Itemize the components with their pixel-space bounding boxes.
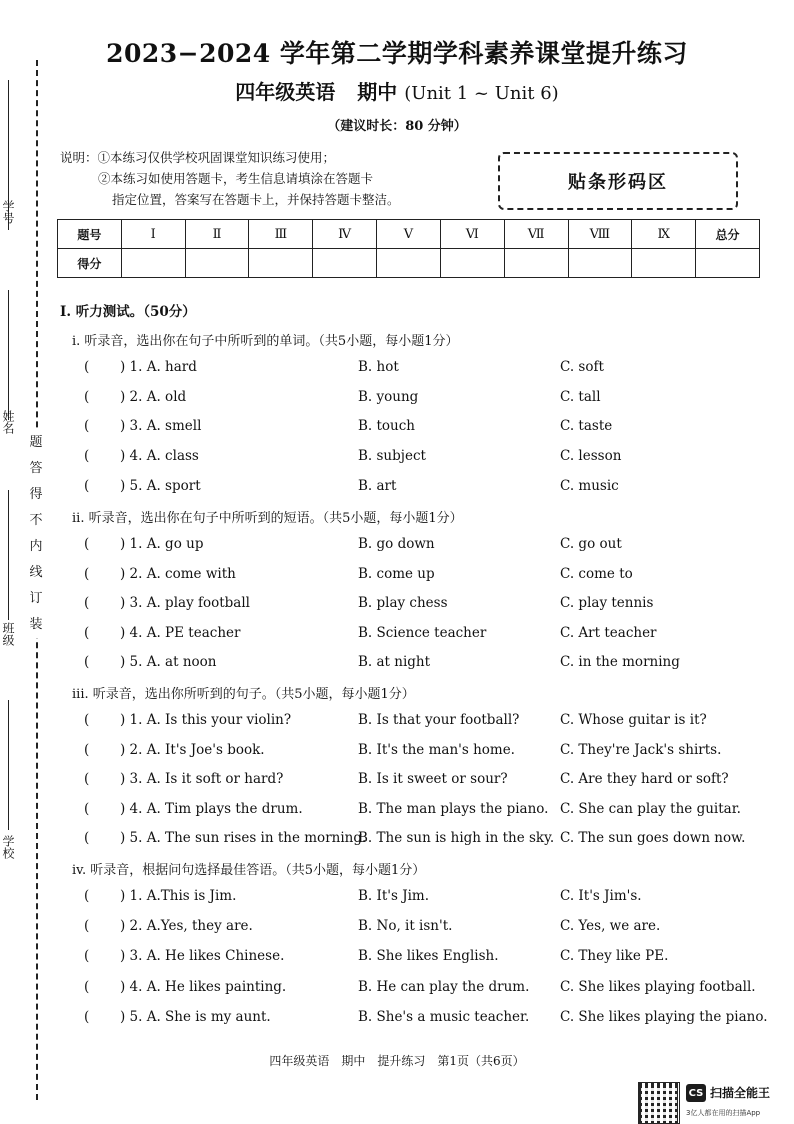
instructions	[60, 147, 400, 210]
option-b: B. Is it sweet or sour?	[358, 771, 508, 787]
option-c: C. They like PE.	[560, 948, 669, 964]
seal-char: 不	[29, 513, 43, 528]
scanner-tagline: 3亿人都在用的扫描App	[686, 1109, 761, 1117]
option-c: C. Whose guitar is it?	[560, 712, 707, 728]
option-b: B. touch	[358, 418, 416, 434]
score-cell[interactable]	[313, 249, 377, 278]
option-b: B. He can play the drum.	[358, 979, 530, 995]
option-c: C. The sun goes down now.	[560, 830, 746, 846]
question-row	[84, 948, 784, 968]
student-no-label: 学号	[1, 200, 15, 224]
question-row	[84, 654, 784, 674]
option-c: C. She can play the guitar.	[560, 801, 741, 817]
answer-blank[interactable]: (	[84, 830, 90, 846]
option-b: B. art	[358, 478, 397, 494]
option-a: ) 4. A. Tim plays the drum.	[120, 801, 303, 817]
seal-char: 订	[29, 591, 43, 606]
question-row	[84, 918, 784, 938]
question-row	[84, 888, 784, 908]
option-c: C. music	[560, 478, 619, 494]
part-title: iii. 听录音，选出你所听到的句子。（共5小题，每小题1分）	[72, 687, 415, 702]
question-row	[84, 979, 784, 999]
question-row	[84, 448, 784, 468]
answer-blank[interactable]: (	[84, 888, 90, 904]
option-a: ) 2. A.Yes, they are.	[120, 918, 253, 934]
option-b: B. hot	[358, 359, 399, 375]
score-cell[interactable]	[504, 249, 568, 278]
answer-blank[interactable]: (	[84, 654, 90, 670]
option-c: C. in the morning	[560, 654, 680, 670]
answer-blank[interactable]: (	[84, 918, 90, 934]
question-row	[84, 566, 784, 586]
table-header-cell: Ⅷ	[568, 220, 632, 249]
answer-blank[interactable]: (	[84, 801, 90, 817]
seal-char: 线	[29, 565, 43, 580]
seal-char: 题	[29, 435, 43, 450]
option-a: ) 5. A. She is my aunt.	[120, 1009, 271, 1025]
part-title: i. 听录音，选出你在句子中所听到的单词。（共5小题，每小题1分）	[72, 334, 459, 349]
school-underline	[8, 700, 9, 830]
part-title: ii. 听录音，选出你在句子中所听到的短语。（共5小题，每小题1分）	[72, 511, 463, 526]
answer-blank[interactable]: (	[84, 595, 90, 611]
question-row	[84, 801, 784, 821]
exam-subtitle	[0, 76, 794, 105]
option-c: C. go out	[560, 536, 622, 552]
suggested-time: （建议时长：80 分钟）	[327, 119, 467, 134]
answer-blank[interactable]: (	[84, 566, 90, 582]
option-c: C. come to	[560, 566, 633, 582]
option-c: C. She likes playing football.	[560, 979, 756, 995]
answer-blank[interactable]: (	[84, 478, 90, 494]
table-header-cell: 题号	[58, 220, 122, 249]
question-row	[84, 742, 784, 762]
answer-blank[interactable]: (	[84, 1009, 90, 1025]
option-b: B. Science teacher	[358, 625, 487, 641]
option-c: C. She likes playing the piano.	[560, 1009, 768, 1025]
answer-blank[interactable]: (	[84, 712, 90, 728]
option-a: ) 1. A. Is this your violin?	[120, 712, 292, 728]
part-title: iv. 听录音，根据问句选择最佳答语。（共5小题，每小题1分）	[72, 863, 426, 878]
question-row	[84, 418, 784, 438]
instruction-line: 指定位置，答案写在答题卡上，并保持答题卡整洁。	[112, 192, 400, 207]
table-header-cell: Ⅸ	[632, 220, 696, 249]
answer-blank[interactable]: (	[84, 742, 90, 758]
answer-blank[interactable]: (	[84, 448, 90, 464]
score-cell[interactable]	[377, 249, 441, 278]
option-a: ) 5. A. sport	[120, 478, 201, 494]
table-header-cell: Ⅵ	[440, 220, 504, 249]
table-header-cell: Ⅳ	[313, 220, 377, 249]
option-a: ) 4. A. class	[120, 448, 199, 464]
option-b: B. Is that your football?	[358, 712, 520, 728]
option-a: ) 4. A. PE teacher	[120, 625, 241, 641]
seal-char: 答	[29, 461, 43, 476]
option-b: B. young	[358, 389, 419, 405]
option-b: B. play chess	[358, 595, 448, 611]
option-a: ) 4. A. He likes painting.	[120, 979, 287, 995]
option-b: B. come up	[358, 566, 435, 582]
question-row	[84, 771, 784, 791]
option-b: B. subject	[358, 448, 426, 464]
table-header-cell: Ⅲ	[249, 220, 313, 249]
qr-code-icon	[638, 1082, 680, 1124]
option-a: ) 3. A. smell	[120, 418, 202, 434]
score-cell[interactable]	[185, 249, 249, 278]
option-a: ) 3. A. Is it soft or hard?	[120, 771, 284, 787]
option-c: C. Yes, we are.	[560, 918, 661, 934]
question-row	[84, 359, 784, 379]
option-b: B. The sun is high in the sky.	[358, 830, 555, 846]
score-table	[57, 219, 760, 278]
question-row	[84, 389, 784, 409]
option-a: ) 1. A. hard	[120, 359, 197, 375]
question-row	[84, 1009, 784, 1029]
option-a: ) 2. A. come with	[120, 566, 236, 582]
answer-blank[interactable]: (	[84, 979, 90, 995]
option-b: B. It's the man's home.	[358, 742, 515, 758]
table-header-cell: 总分	[696, 220, 760, 249]
score-cell[interactable]	[121, 249, 185, 278]
option-a: ) 3. A. He likes Chinese.	[120, 948, 285, 964]
option-c: C. soft	[560, 359, 604, 375]
seal-char: 装	[29, 617, 43, 632]
question-row	[84, 595, 784, 615]
option-a: ) 5. A. at noon	[120, 654, 217, 670]
option-b: B. She's a music teacher.	[358, 1009, 530, 1025]
answer-blank[interactable]: (	[84, 418, 90, 434]
option-a: ) 1. A. go up	[120, 536, 204, 552]
camscanner-logo-icon: CS	[686, 1084, 706, 1102]
name-label: 姓名	[1, 410, 15, 434]
option-c: C. play tennis	[560, 595, 654, 611]
score-cell[interactable]	[696, 249, 760, 278]
name-underline	[8, 290, 9, 420]
table-header-cell: Ⅴ	[377, 220, 441, 249]
option-b: B. No, it isn't.	[358, 918, 453, 934]
option-b: B. She likes English.	[358, 948, 499, 964]
seal-char: 得	[29, 487, 43, 502]
score-cell[interactable]	[249, 249, 313, 278]
question-row	[84, 712, 784, 732]
unit-range: (Unit 1 ~ Unit 6)	[404, 83, 559, 104]
option-a: ) 1. A.This is Jim.	[120, 888, 237, 904]
option-c: C. Are they hard or soft?	[560, 771, 729, 787]
option-a: ) 5. A. The sun rises in the morning.	[120, 830, 367, 846]
option-b: B. The man plays the piano.	[358, 801, 549, 817]
answer-blank[interactable]: (	[84, 771, 90, 787]
answer-blank[interactable]: (	[84, 625, 90, 641]
answer-blank[interactable]: (	[84, 536, 90, 552]
exam-title: 2023−2024 学年第二学期学科素养课堂提升练习	[106, 39, 688, 68]
seal-line-notice	[28, 430, 44, 638]
scanner-app-name: 扫描全能王	[710, 1086, 771, 1100]
answer-blank[interactable]: (	[84, 389, 90, 405]
question-row	[84, 536, 784, 556]
option-c: C. tall	[560, 389, 601, 405]
score-table-header-row	[58, 220, 760, 249]
option-c: C. lesson	[560, 448, 622, 464]
option-c: C. Art teacher	[560, 625, 657, 641]
table-header-cell: Ⅰ	[121, 220, 185, 249]
option-c: C. They're Jack's shirts.	[560, 742, 722, 758]
class-label: 班级	[1, 622, 15, 646]
table-row-label: 得分	[58, 249, 122, 278]
score-cell[interactable]	[440, 249, 504, 278]
question-row	[84, 478, 784, 498]
option-c: C. It's Jim's.	[560, 888, 642, 904]
option-a: ) 2. A. It's Joe's book.	[120, 742, 265, 758]
question-row	[84, 830, 784, 850]
question-row	[84, 625, 784, 645]
seal-char: 内	[29, 539, 43, 554]
barcode-area: 贴条形码区	[498, 152, 738, 210]
score-cell[interactable]	[568, 249, 632, 278]
option-b: B. at night	[358, 654, 431, 670]
instruction-line: ②本练习如使用答题卡，考生信息请填涂在答题卡	[98, 171, 374, 186]
answer-blank[interactable]: (	[84, 948, 90, 964]
option-b: B. go down	[358, 536, 435, 552]
answer-blank[interactable]: (	[84, 359, 90, 375]
instruction-line: 说明：①本练习仅供学校巩固课堂知识练习使用；	[60, 150, 336, 165]
class-underline	[8, 490, 9, 620]
option-a: ) 2. A. old	[120, 389, 187, 405]
option-a: ) 3. A. play football	[120, 595, 250, 611]
option-b: B. It's Jim.	[358, 888, 430, 904]
score-cell[interactable]	[632, 249, 696, 278]
option-c: C. taste	[560, 418, 613, 434]
table-header-cell: Ⅱ	[185, 220, 249, 249]
table-header-cell: Ⅶ	[504, 220, 568, 249]
score-table-score-row	[58, 249, 760, 278]
section-title: Ⅰ. 听力测试。（50分）	[60, 304, 196, 320]
term-label: 期中	[357, 80, 398, 104]
school-label: 学校	[1, 835, 15, 859]
page-footer: 四年级英语 期中 提升练习 第1页（共6页）	[269, 1054, 525, 1068]
subject-label: 四年级英语	[235, 80, 336, 104]
